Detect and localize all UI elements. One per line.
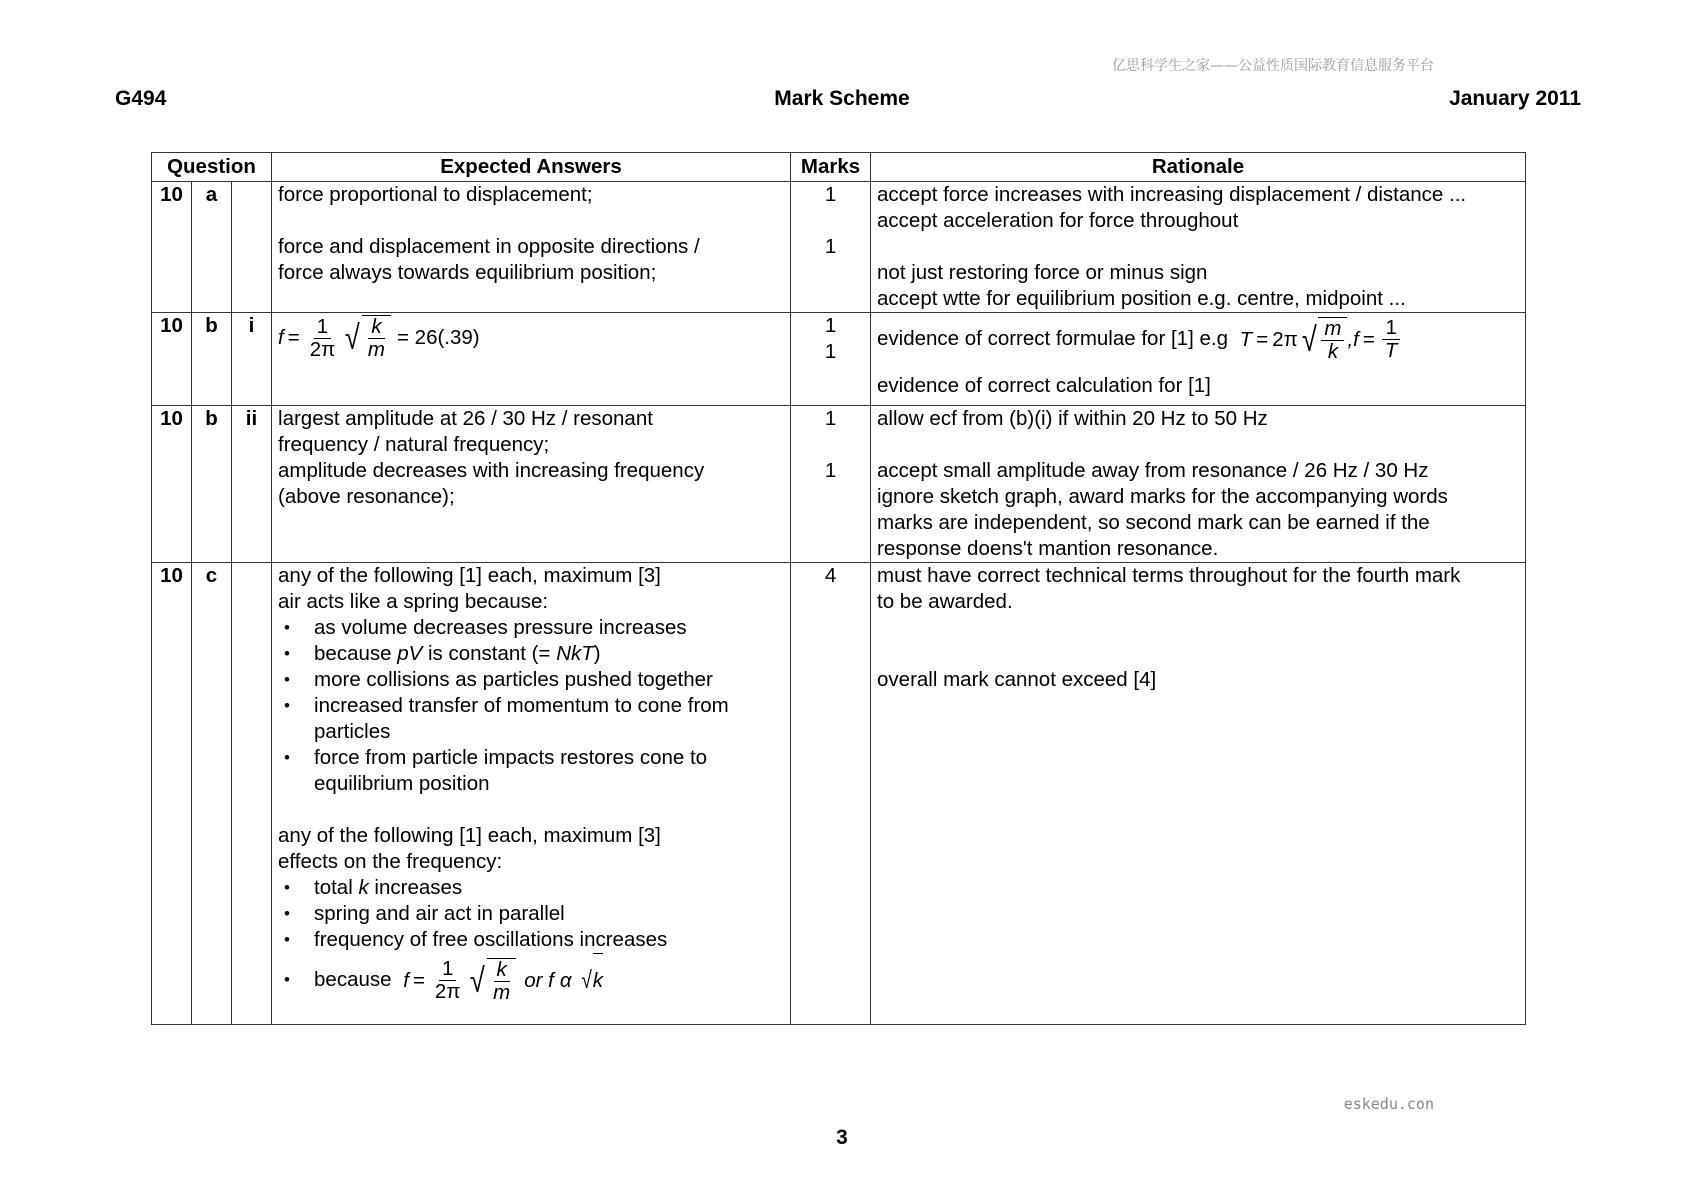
col-header-rationale: Rationale [871,153,1526,182]
marks-cell [791,563,871,1025]
frequency-formula: f = $\frac{1}{2\pi}$ √ $\frac{k}{m}$ = 26(.39) [278,314,480,361]
rationale-line: to be awarded. [877,590,1013,613]
paper-code: G494 [115,87,167,110]
answer-line: frequency / natural frequency; [278,433,550,456]
list-item: • more collisions as particles pushed together [278,667,784,693]
square-root: √ $\frac{k}{m}$ [343,315,391,361]
list-item: • as volume decreases pressure increases [278,615,784,641]
mark-scheme-table [151,152,1526,1025]
table-row [152,313,1526,406]
rationale-line: must have correct technical terms throughout for the fourth mark [877,564,1461,587]
answer-line: force always towards equilibrium position; [278,261,657,284]
list-item: • frequency of free oscillations increases [278,927,784,953]
question-part: a [192,182,232,313]
mark-value: 1 [824,340,837,363]
expected-answers [272,406,791,563]
rationale-cell [871,182,1526,313]
answer-line: amplitude decreases with increasing frequency [278,459,705,482]
period-formula: T = 2π √ $\frac{m}{k}$ ,f = $\frac{1}{T}$ [1240,316,1404,364]
watermark-top: 亿思科学生之家——公益性质国际教育信息服务平台 [1112,58,1434,74]
mark-value: 1 [824,183,837,206]
rationale-line: accept wtte for equilibrium position e.g. centre, midpoint ... [877,287,1406,310]
answer-line: force and displacement in opposite directions / [278,235,700,258]
answer-value: = 26(.39) [397,326,480,349]
answer-line: any of the following [1] each, maximum [3] [278,824,661,847]
watermark-bottom: eskedu.con [1343,1095,1434,1113]
question-subpart: i [232,313,272,406]
frequency-formula: f = $\frac{1}{2\pi}$ √ $\frac{k}{m}$ or f α √ k [403,953,603,1008]
question-number: 10 [152,406,192,563]
frequency-effects-list [278,875,784,1008]
mark-value: 1 [824,407,837,430]
rationale-cell [871,406,1526,563]
list-item: • spring and air act in parallel [278,901,784,927]
rationale-line: accept acceleration for force throughout [877,209,1239,232]
square-root: √ k [580,953,603,1008]
mark-value: 4 [824,564,837,587]
mark-value: 1 [824,235,837,258]
list-item: • total k increases [278,875,784,901]
question-number: 10 [152,313,192,406]
rationale-line: response doens't mantion resonance. [877,537,1219,560]
rationale-line: allow ecf from (b)(i) if within 20 Hz to 50 Hz [877,407,1268,430]
square-root: √ $\frac{k}{m}$ [468,958,516,1004]
question-number: 10 [152,182,192,313]
expected-answers [272,182,791,313]
rationale-line: ignore sketch graph, award marks for the accompanying words [877,485,1448,508]
table-header-row [152,153,1526,182]
list-item: • increased transfer of momentum to cone from particles [278,693,784,745]
rationale-line: not just restoring force or minus sign [877,261,1208,284]
answer-line: air acts like a spring because: [278,590,549,613]
rationale-line: accept force increases with increasing displacement / distance ... [877,183,1467,206]
list-item: • because f = $\frac{1}{2\pi}$ √ $\frac{k}{m}$ or f α √ k [278,953,784,1008]
question-part: b [192,313,232,406]
mark-value: 1 [824,459,837,482]
mark-value: 1 [824,314,837,337]
list-item: • because pV is constant (= NkT) [278,641,784,667]
marks-cell [791,182,871,313]
answer-line: (above resonance); [278,485,455,508]
spring-reasons-list [278,615,784,797]
list-item: • force from particle impacts restores cone to equilibrium position [278,745,784,797]
question-subpart [232,563,272,1025]
answer-line: effects on the frequency: [278,850,503,873]
col-header-question: Question [152,153,272,182]
rationale-line: evidence of correct formulae for [1] e.g [877,327,1228,350]
col-header-marks: Marks [791,153,871,182]
rationale-cell [871,563,1526,1025]
rationale-line: accept small amplitude away from resonance / 26 Hz / 30 Hz [877,459,1429,482]
expected-answers [272,313,791,406]
page-title: Mark Scheme [774,87,910,110]
marks-cell [791,313,871,406]
col-header-answers: Expected Answers [272,153,791,182]
expected-answers [272,563,791,1025]
rationale-line: overall mark cannot exceed [4] [877,668,1157,691]
rationale-line: marks are independent, so second mark can be earned if the [877,511,1430,534]
table-row [152,406,1526,563]
rationale-line: evidence of correct calculation for [1] [877,374,1211,397]
question-subpart [232,182,272,313]
table-row [152,182,1526,313]
answer-line: largest amplitude at 26 / 30 Hz / resonant [278,407,653,430]
question-part: b [192,406,232,563]
question-number: 10 [152,563,192,1025]
question-subpart: ii [232,406,272,563]
table-row [152,563,1526,1025]
page-number: 3 [836,1126,848,1149]
fraction: $\frac{1}{2\pi}$ [309,314,336,361]
answer-line: any of the following [1] each, maximum [3] [278,564,661,587]
square-root: √ $\frac{m}{k}$ [1300,317,1348,363]
rationale-cell [871,313,1526,406]
exam-date: January 2011 [1449,87,1581,110]
question-part: c [192,563,232,1025]
marks-cell [791,406,871,563]
answer-line: force proportional to displacement; [278,183,593,206]
